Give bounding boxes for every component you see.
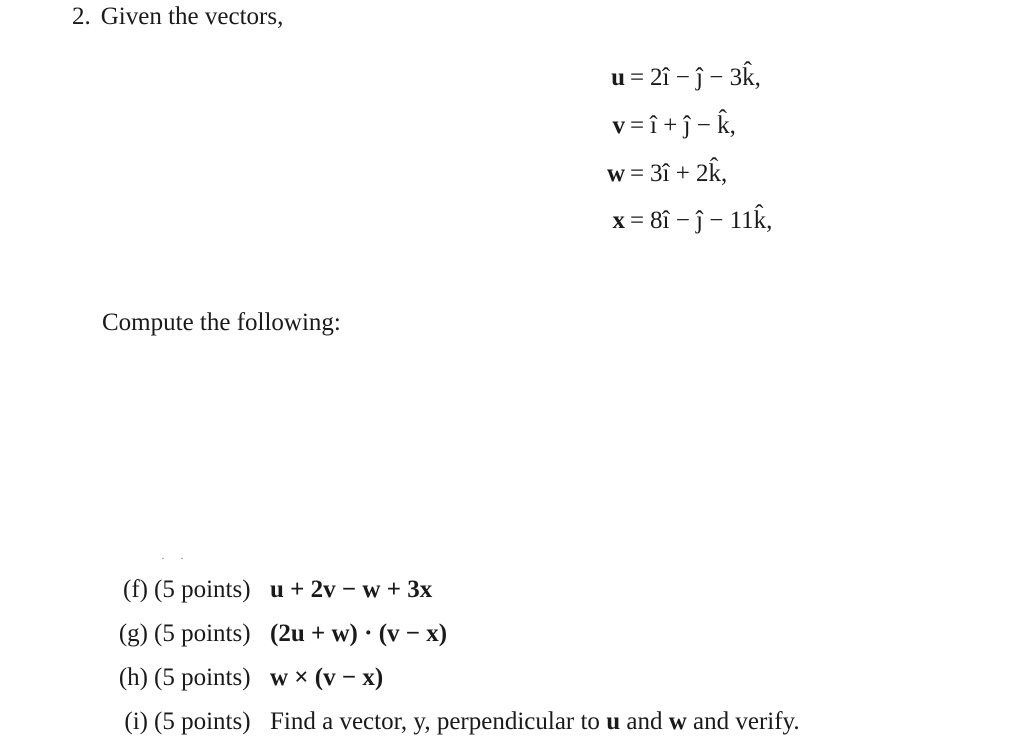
instruction-text: and bbox=[620, 708, 669, 735]
equation-rhs: î + ĵ − k̂, bbox=[650, 112, 736, 139]
problem-intro-text: Given the vectors, bbox=[100, 3, 284, 30]
equals-sign: = bbox=[629, 160, 645, 187]
part-points: (5 points) bbox=[154, 576, 251, 603]
equation-lhs: u bbox=[611, 64, 625, 91]
vector-symbol-w: w bbox=[668, 708, 687, 735]
equation-x bbox=[520, 201, 840, 241]
problem-heading bbox=[72, 2, 283, 32]
equals-sign: = bbox=[629, 64, 645, 91]
equation-rhs: 2î − ĵ − 3k̂, bbox=[650, 64, 761, 91]
part-points: (5 points) bbox=[154, 620, 251, 647]
vector-symbol-u: u bbox=[606, 708, 621, 735]
part-letter: (g) bbox=[118, 620, 148, 647]
part-g bbox=[108, 612, 988, 656]
part-letter: (i) bbox=[124, 708, 148, 735]
vector-symbol-y: y bbox=[413, 708, 425, 735]
equation-lhs: x bbox=[612, 207, 625, 234]
problem-number: 2. bbox=[72, 3, 91, 30]
part-letter: (h) bbox=[118, 664, 148, 691]
stray-mark: · · bbox=[161, 551, 190, 565]
part-expression: (2u + w) · (v − x) bbox=[270, 620, 448, 647]
part-points: (5 points) bbox=[154, 664, 251, 691]
part-letter: (f) bbox=[123, 576, 148, 603]
part-i bbox=[108, 700, 988, 744]
equation-lhs: v bbox=[612, 112, 625, 139]
part-f bbox=[108, 568, 988, 612]
equation-u bbox=[520, 58, 840, 98]
part-instruction bbox=[270, 700, 800, 744]
equation-v bbox=[520, 106, 840, 146]
part-expression: w × (v − x) bbox=[270, 664, 384, 691]
equation-rhs: 3î + 2k̂, bbox=[650, 160, 728, 187]
part-h bbox=[108, 656, 988, 700]
equals-sign: = bbox=[629, 112, 645, 139]
instruction-text: Find a vector, bbox=[270, 708, 414, 735]
instruction-text: , perpendicular to bbox=[424, 708, 607, 735]
part-points: (5 points) bbox=[154, 708, 251, 735]
equation-rhs: 8î − ĵ − 11k̂, bbox=[650, 207, 773, 234]
instruction-text: and verify. bbox=[686, 708, 800, 735]
compute-instruction: Compute the following: bbox=[102, 309, 341, 336]
equation-lhs: w bbox=[606, 160, 625, 187]
part-expression: u + 2v − w + 3x bbox=[270, 576, 433, 603]
equals-sign: = bbox=[629, 207, 645, 234]
equation-w bbox=[520, 154, 840, 194]
